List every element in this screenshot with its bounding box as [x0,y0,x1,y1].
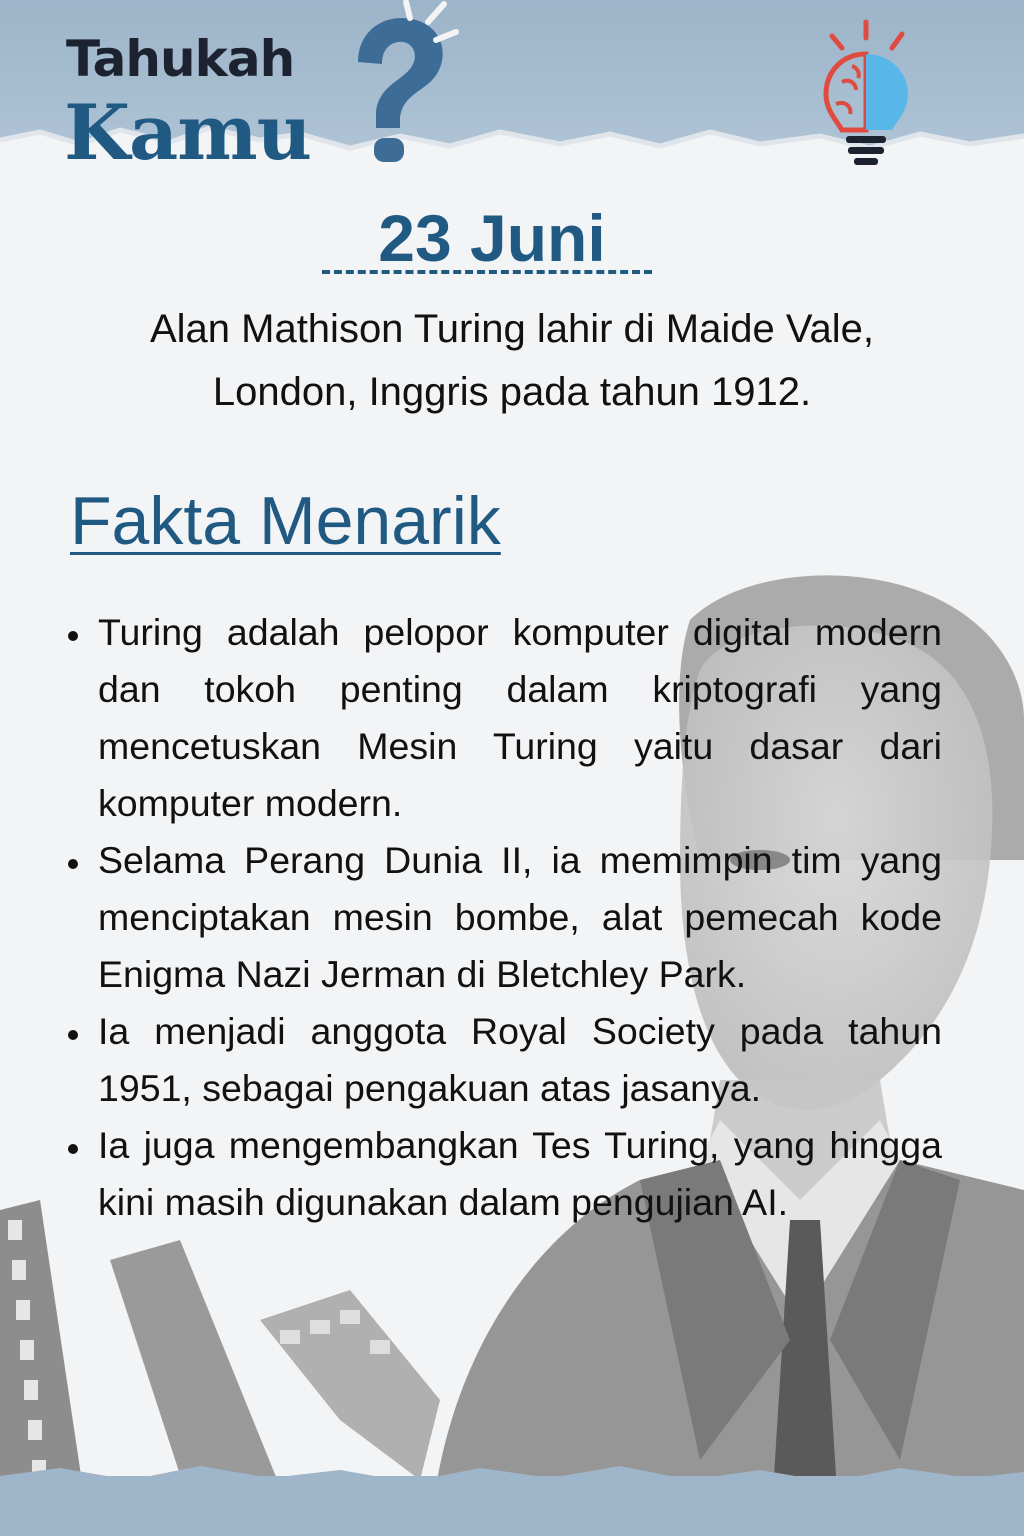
bottom-torn-band [0,1476,1024,1536]
brain-lightbulb-icon [812,18,922,168]
bullet-icon [68,631,78,641]
bullet-icon [68,859,78,869]
question-mark-icon [340,0,460,170]
fact-item: Selama Perang Dunia II, ia memimpin tim yang menciptakan mesin bombe, alat pemecah kode Enigma Nazi Jerman di Bletchley Park. [60,832,942,1003]
bullet-icon [68,1144,78,1154]
date-heading: 23 Juni [378,201,606,275]
fact-item: Turing adalah pelopor komputer digital modern dan tokoh penting dalam kriptografi yang mencetuskan Mesin Turing yaitu dasar dari komputer modern. [60,604,942,832]
fact-item: Ia juga mengembangkan Tes Turing, yang hingga kini masih digunakan dalam pengujian AI. [60,1117,942,1231]
bullet-icon [68,1030,78,1040]
date-dashed-divider [322,270,652,274]
section-title-fakta-menarik: Fakta Menarik [70,483,501,559]
fact-item: Ia menjadi anggota Royal Society pada tahun 1951, sebagai pengakuan atas jasanya. [60,1003,942,1117]
facts-list [60,604,942,1231]
logo-kamu: Kamu [64,88,311,177]
logo-tahukah: Tahukah [66,30,295,88]
intro-text: Alan Mathison Turing lahir di Maide Vale, London, Inggris pada tahun 1912. [149,307,875,414]
